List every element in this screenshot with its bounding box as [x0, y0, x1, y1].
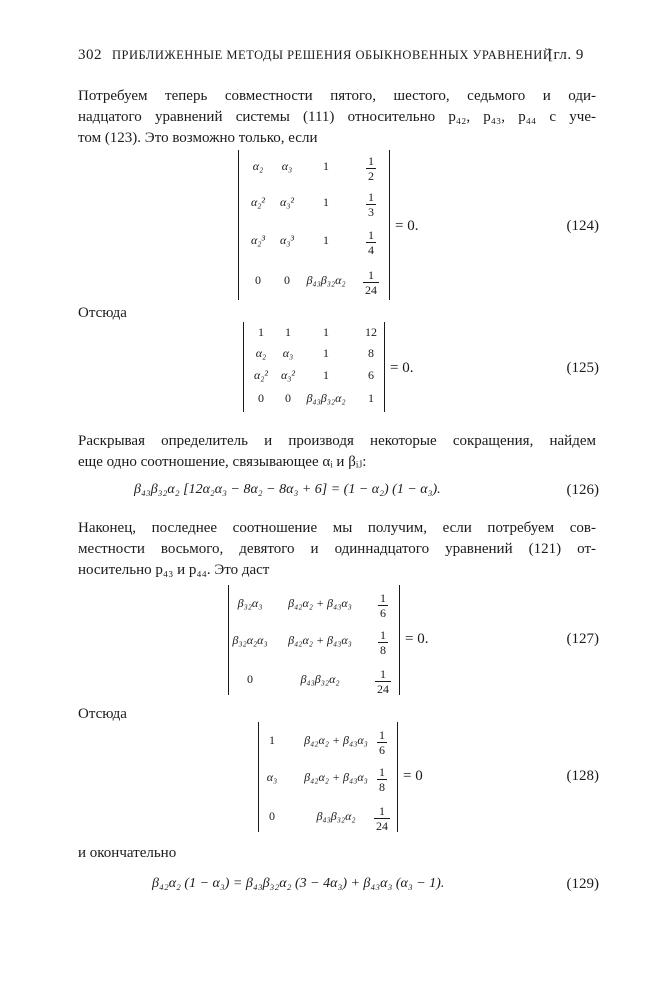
eq127-cell-r2-c3: [378, 628, 388, 657]
eq128-tail: = 0: [403, 768, 423, 784]
fraction-numerator: 1: [368, 190, 374, 204]
fraction: [366, 228, 376, 257]
eq126-number: (126): [566, 482, 599, 498]
eq129-number: (129): [566, 876, 599, 892]
eq125-cell-r4-c2: 0: [285, 391, 291, 405]
eq125-cell-r1-c2: 1: [285, 325, 291, 339]
eq124-cell-r2-c2: α₃²: [279, 195, 295, 209]
eq124-number: (124): [566, 218, 599, 234]
paragraph-1-line-2: надцатого уравнений системы (111) относительно p₄₂, p₄₃, p₄₄ с уче-: [78, 109, 596, 125]
fraction: [377, 765, 387, 794]
fraction-denominator: 6: [380, 606, 386, 620]
eq124-cell-r2-c1: α₂²: [250, 195, 266, 209]
determinant-bar-left: [228, 585, 229, 695]
eq124-cell-r2-c4: [366, 190, 376, 219]
determinant-124: [238, 150, 390, 300]
eq125-cell-r2-c1: α₂: [255, 346, 267, 360]
eq125-cell-r1-c1: 1: [258, 325, 264, 339]
fraction-denominator: 3: [368, 205, 374, 219]
fraction-numerator: 1: [368, 228, 374, 242]
paragraph-1-line-1: Потребуем теперь совместности пятого, шестого, седьмого и оди-: [78, 88, 596, 104]
fraction-denominator: 8: [380, 643, 386, 657]
paragraph-1-line-3: том (123). Это возможно только, если: [78, 130, 318, 146]
eq124-cell-r4-c3: β₄₃β₃₂α₂: [306, 273, 346, 287]
fraction-denominator: 24: [376, 819, 388, 833]
determinant-bar-left: [243, 322, 244, 412]
eq128-cell-r2-c2: β₄₂α₂ + β₄₃α₃: [304, 770, 368, 784]
eq129-formula: β₄₂α₂ (1 − α₃) = β₄₃β₃₂α₂ (3 − 4α₃) + β₄₃α₃ (α₃ − 1).: [152, 876, 445, 891]
eq124-cell-r1-c4: [366, 154, 376, 183]
eq124-cell-r3-c3: 1: [323, 233, 329, 247]
eq125-cell-r2-c4: 8: [368, 346, 374, 360]
fraction: [375, 667, 391, 696]
eq125-cell-r4-c4: 1: [368, 391, 374, 405]
fraction-denominator: 2: [368, 169, 374, 183]
eq125-cell-r3-c3: 1: [323, 368, 329, 382]
determinant-127: [228, 585, 400, 695]
fraction: [363, 268, 379, 297]
fraction-numerator: 1: [379, 728, 385, 742]
final-intro: и окончательно: [78, 845, 177, 861]
eq126-formula: β₄₃β₃₂α₂ [12α₂α₃ − 8α₂ − 8α₃ + 6] = (1 − α₂) (1 − α₃).: [134, 482, 441, 497]
determinant-bar-left: [238, 150, 239, 300]
eq128-number: (128): [566, 768, 599, 784]
fraction-numerator: 1: [368, 268, 374, 282]
determinant-bar-right: [389, 150, 390, 300]
eq128-cell-r1-c3: [377, 728, 387, 757]
eq124-cell-r1-c2: α₃: [281, 159, 293, 173]
determinant-125: [243, 322, 385, 412]
eq124-cell-r2-c3: 1: [323, 195, 329, 209]
fraction-denominator: 6: [379, 743, 385, 757]
fraction: [366, 190, 376, 219]
determinant-bar-right: [397, 722, 398, 832]
eq127-cell-r1-c1: β₃₂α₃: [237, 596, 263, 610]
paragraph-2-line-2: еще одно соотношение, связывающее αᵢ и βᵢⱼ:: [78, 454, 367, 470]
fraction-denominator: 24: [365, 283, 377, 297]
eq128-cell-r1-c2: β₄₂α₂ + β₄₃α₃: [304, 733, 368, 747]
eq125-cell-r3-c2: α₃²: [280, 368, 296, 382]
eq125-cell-r4-c3: β₄₃β₃₂α₂: [306, 391, 346, 405]
eq128-cell-r2-c3: [377, 765, 387, 794]
fraction-numerator: 1: [379, 765, 385, 779]
fraction-numerator: 1: [380, 667, 386, 681]
otsyuda-2: Отсюда: [78, 706, 127, 722]
eq127-cell-r3-c3: [375, 667, 391, 696]
eq125-number: (125): [566, 360, 599, 376]
eq127-cell-r3-c2: β₄₃β₃₂α₂: [300, 672, 340, 686]
determinant-bar-right: [384, 322, 385, 412]
eq127-cell-r2-c1: β₃₂α₂α₃: [232, 633, 268, 647]
eq128-cell-r3-c3: [374, 804, 390, 833]
page-number: 302: [78, 47, 102, 63]
eq124-cell-r4-c1: 0: [255, 273, 261, 287]
eq128-cell-r1-c1: 1: [269, 733, 275, 747]
determinant-bar-left: [258, 722, 259, 832]
eq125-cell-r2-c3: 1: [323, 346, 329, 360]
paragraph-3-line-2: местности восьмого, девятого и одиннадцатого уравнений (121) от-: [78, 541, 596, 557]
fraction-denominator: 4: [368, 243, 374, 257]
fraction: [378, 628, 388, 657]
eq125-cell-r4-c1: 0: [258, 391, 264, 405]
eq128-cell-r3-c2: β₄₃β₃₂α₂: [316, 809, 356, 823]
eq124-cell-r3-c1: α₂³: [250, 233, 266, 247]
eq127-number: (127): [566, 631, 599, 647]
eq125-cell-r1-c4: 12: [365, 325, 377, 339]
fraction: [377, 728, 387, 757]
fraction-numerator: 1: [379, 804, 385, 818]
eq124-tail: = 0.: [395, 218, 419, 234]
eq127-cell-r1-c3: [378, 591, 388, 620]
fraction-denominator: 24: [377, 682, 389, 696]
otsyuda-1: Отсюда: [78, 305, 127, 321]
eq124-cell-r4-c4: [363, 268, 379, 297]
fraction: [378, 591, 388, 620]
eq125-cell-r1-c3: 1: [323, 325, 329, 339]
eq127-cell-r1-c2: β₄₂α₂ + β₄₃α₃: [288, 596, 352, 610]
eq127-cell-r3-c1: 0: [247, 672, 253, 686]
determinant-128: [258, 722, 398, 832]
paragraph-3-line-1: Наконец, последнее соотношение мы получим, если потребуем сов-: [78, 520, 596, 536]
paragraph-2-line-1: Раскрывая определитель и производя некоторые сокращения, найдем: [78, 433, 596, 449]
eq125-cell-r3-c4: 6: [368, 368, 374, 382]
eq124-cell-r3-c2: α₃³: [279, 233, 295, 247]
fraction-numerator: 1: [380, 591, 386, 605]
eq125-tail: = 0.: [390, 360, 414, 376]
eq125-cell-r2-c2: α₃: [282, 346, 294, 360]
determinant-bar-right: [399, 585, 400, 695]
eq124-cell-r1-c1: α₂: [252, 159, 264, 173]
eq128-cell-r3-c1: 0: [269, 809, 275, 823]
fraction: [366, 154, 376, 183]
eq124-cell-r1-c3: 1: [323, 159, 329, 173]
eq124-cell-r3-c4: [366, 228, 376, 257]
fraction-numerator: 1: [368, 154, 374, 168]
fraction: [374, 804, 390, 833]
eq128-cell-r2-c1: α₃: [266, 770, 278, 784]
fraction-denominator: 8: [379, 780, 385, 794]
paragraph-3-line-3: носительно p₄₃ и p₄₄. Это даст: [78, 562, 270, 578]
eq127-cell-r2-c2: β₄₂α₂ + β₄₃α₃: [288, 633, 352, 647]
fraction-numerator: 1: [380, 628, 386, 642]
running-title: ПРИБЛИЖЕННЫЕ МЕТОДЫ РЕШЕНИЯ ОБЫКНОВЕННЫХ УРАВНЕНИЙ: [112, 48, 553, 62]
eq124-cell-r4-c2: 0: [284, 273, 290, 287]
eq125-cell-r3-c1: α₂²: [253, 368, 269, 382]
chapter-ref: [гл. 9: [548, 47, 584, 63]
eq127-tail: = 0.: [405, 631, 429, 647]
